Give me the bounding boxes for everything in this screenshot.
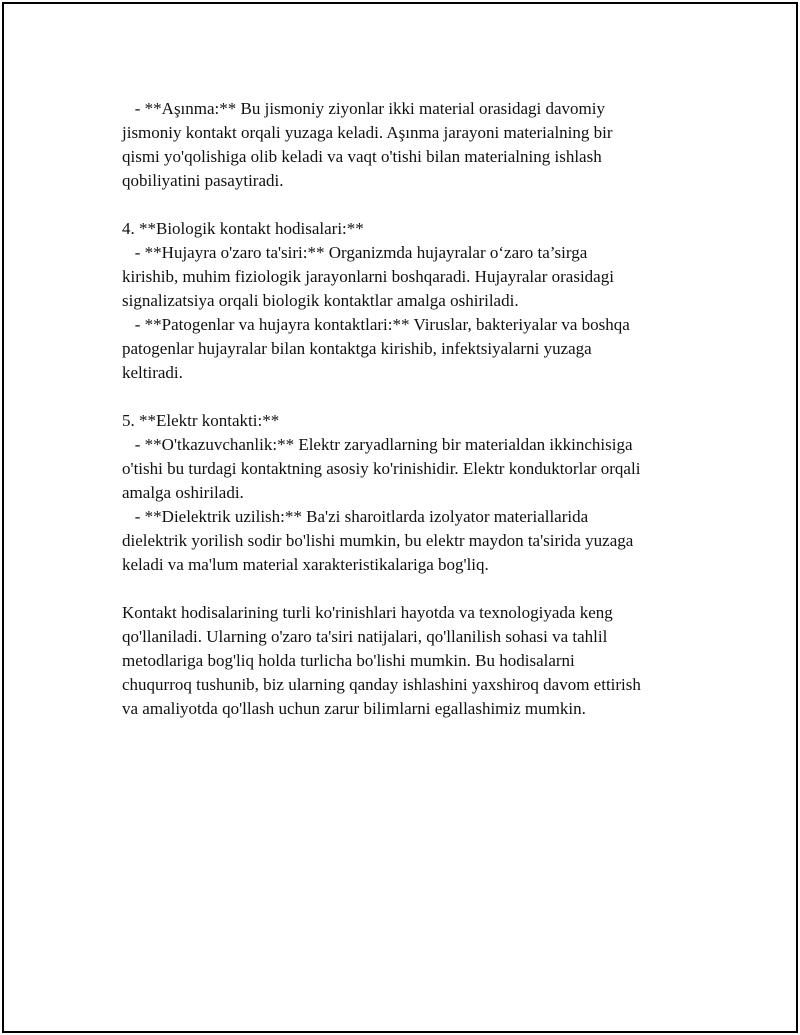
text-line: Kontakt hodisalarining turli ko'rinishlari hayotda va texnologiyada keng xyxy=(122,603,613,622)
text-line: keltiradi. xyxy=(122,363,183,382)
text-line: qobiliyatini pasaytiradi. xyxy=(122,171,284,190)
text-line: - **Dielektrik uzilish:** Ba'zi sharoitlarda izolyator materiallarida xyxy=(122,507,589,526)
asinma-item xyxy=(122,97,697,193)
text-line: jismoniy kontakt orqali yuzaga keladi. Aşınma jarayoni materialning bir xyxy=(122,123,613,142)
section-heading: 4. **Biologik kontakt hodisalari:** xyxy=(122,219,364,238)
text-line: patogenlar hujayralar bilan kontaktga kirishib, infektsiyalarni yuzaga xyxy=(122,339,592,358)
text-line: va amaliyotda qo'llash uchun zarur bilimlarni egallashimiz mumkin. xyxy=(122,699,586,718)
text-line: - **O'tkazuvchanlik:** Elektr zaryadlarning bir materialdan ikkinchisiga xyxy=(122,435,633,454)
text-line: keladi va ma'lum material xarakteristikalariga bog'liq. xyxy=(122,555,489,574)
text-line: - **Hujayra o'zaro ta'siri:** Organizmda hujayralar o‘zaro ta’sirga xyxy=(122,243,588,262)
text-line: - **Patogenlar va hujayra kontaktlari:** Viruslar, bakteriyalar va boshqa xyxy=(122,315,630,334)
elektr-section xyxy=(122,409,697,577)
paragraph-gap xyxy=(122,193,697,217)
text-line: dielektrik yorilish sodir bo'lishi mumkin, bu elektr maydon ta'sirida yuzaga xyxy=(122,531,634,550)
text-line: qo'llaniladi. Ularning o'zaro ta'siri natijalari, qo'llanilish sohasi va tahlil xyxy=(122,627,608,646)
section-heading: 5. **Elektr kontakti:** xyxy=(122,411,280,430)
paragraph-gap xyxy=(122,577,697,601)
document-page xyxy=(2,2,798,1033)
text-line: o'tishi bu turdagi kontaktning asosiy ko'rinishidir. Elektr konduktorlar orqali xyxy=(122,459,641,478)
text-line: chuqurroq tushunib, biz ularning qanday ishlashini yaxshiroq davom ettirish xyxy=(122,675,641,694)
conclusion-paragraph xyxy=(122,601,697,721)
text-line: signalizatsiya orqali biologik kontaktlar amalga oshiriladi. xyxy=(122,291,519,310)
document-body xyxy=(122,97,697,721)
text-line: - **Aşınma:** Bu jismoniy ziyonlar ikki material orasidagi davomiy xyxy=(122,99,606,118)
text-line: qismi yo'qolishiga olib keladi va vaqt o'tishi bilan materialning ishlash xyxy=(122,147,602,166)
text-line: amalga oshiriladi. xyxy=(122,483,244,502)
paragraph-gap xyxy=(122,385,697,409)
text-line: metodlariga bog'liq holda turlicha bo'lishi mumkin. Bu hodisalarni xyxy=(122,651,575,670)
biologik-section xyxy=(122,217,697,385)
text-line: kirishib, muhim fiziologik jarayonlarni boshqaradi. Hujayralar orasidagi xyxy=(122,267,614,286)
